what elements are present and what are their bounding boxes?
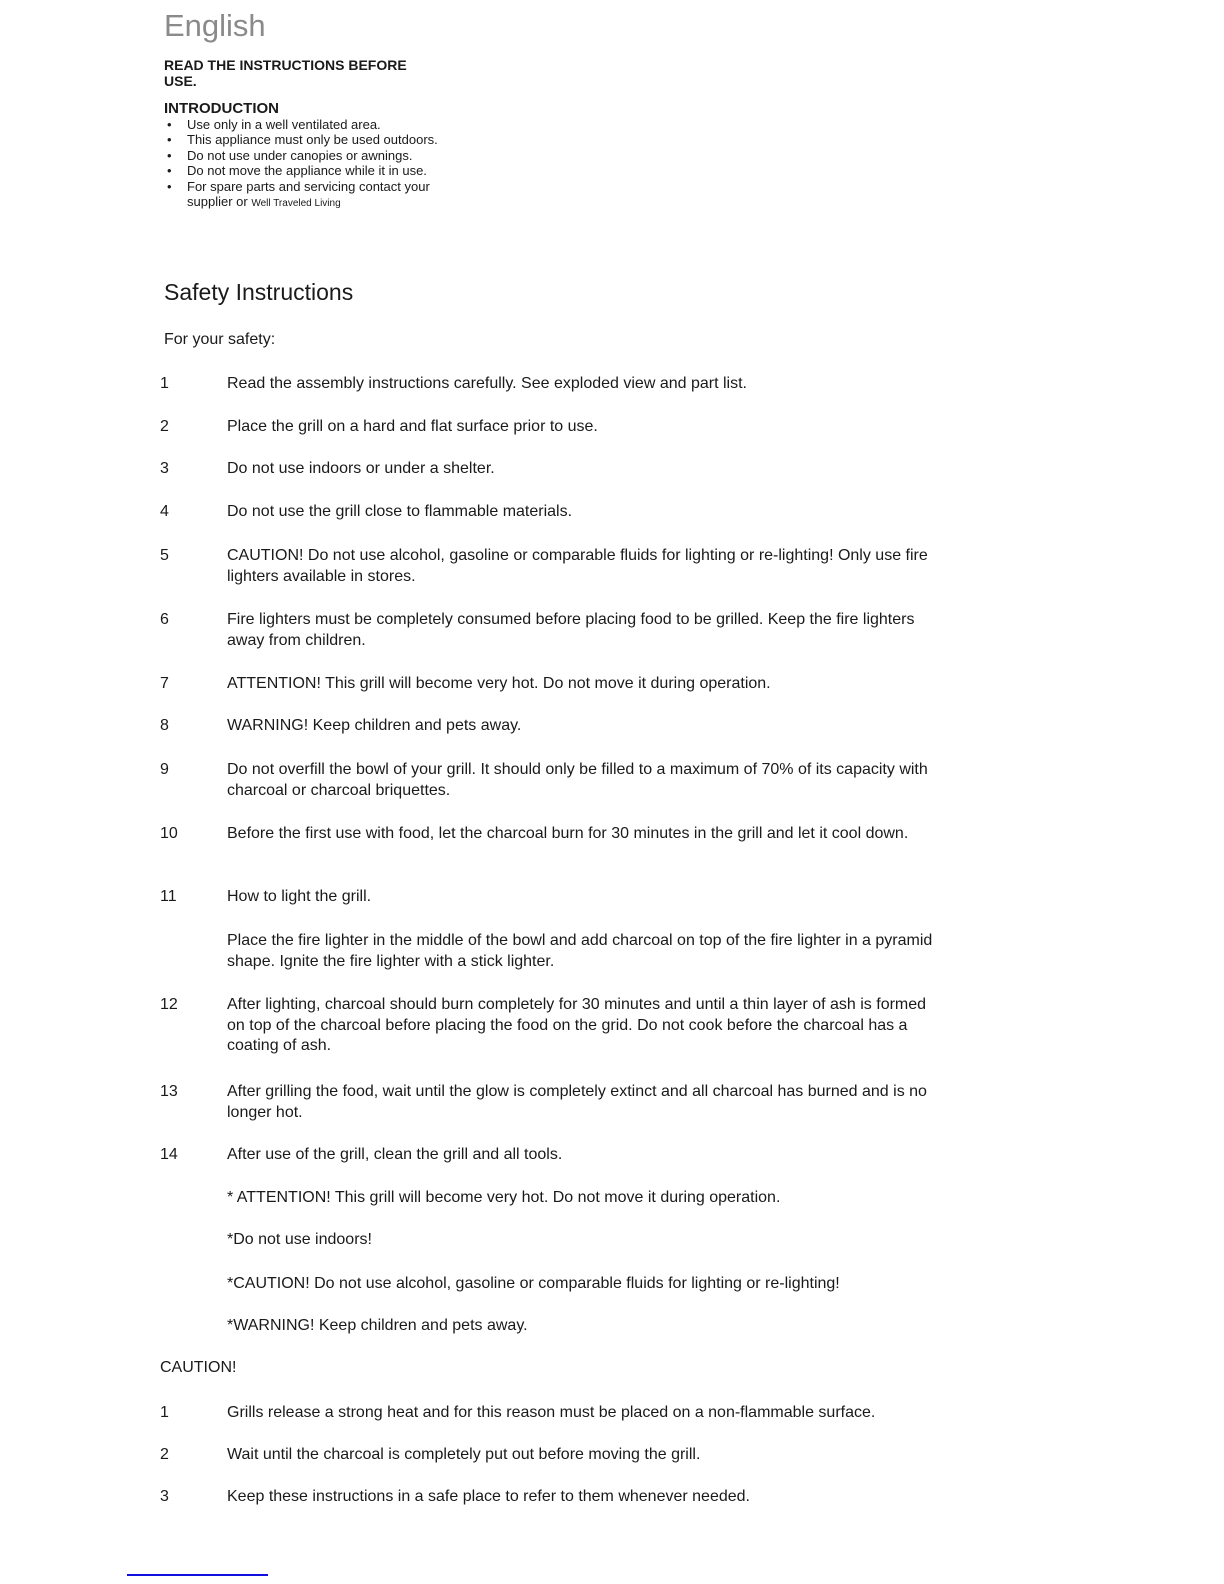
list-item [160, 760, 940, 801]
safety-note: *WARNING! Keep children and pets away. [227, 1317, 528, 1334]
list-item [160, 610, 940, 651]
list-item [160, 1145, 940, 1166]
safety-note: *CAUTION! Do not use alcohol, gasoline or comparable fluids for lighting or re-lighting! [227, 1275, 840, 1292]
safety-note: *Do not use indoors! [227, 1231, 372, 1248]
item-number: 9 [160, 761, 169, 778]
bullet-text: This appliance must only be used outdoors. [187, 132, 438, 148]
intro-bullet [164, 117, 464, 132]
item-number: 14 [160, 1146, 178, 1163]
item-number: 10 [160, 825, 178, 842]
item-number: 2 [160, 1446, 169, 1463]
item-text: How to light the grill. [227, 888, 372, 905]
list-item [160, 417, 940, 438]
footer-rule [127, 1574, 268, 1576]
safety-note: * ATTENTION! This grill will become very hot. Do not move it during operation. [227, 1189, 781, 1206]
safety-intro: For your safety: [164, 331, 276, 348]
item-number: 5 [160, 547, 169, 564]
bullet-text: Do not use under canopies or awnings. [187, 147, 413, 163]
item-text: After lighting, charcoal should burn completely for 30 minutes and until a thin layer of ash is formed on top of the charcoal before placing the food on the grid. Do not cook before the charcoal has a coating of ash. [227, 996, 927, 1054]
item-text: Wait until the charcoal is completely put out before moving the grill. [227, 1446, 701, 1463]
item-number: 1 [160, 375, 169, 392]
safety-heading: Safety Instructions [164, 279, 354, 305]
item-number: 6 [160, 611, 169, 628]
bullet-text: Do not move the appliance while it in use. [187, 163, 427, 179]
list-item [160, 374, 940, 395]
item-number: 8 [160, 717, 169, 734]
intro-bullet [164, 148, 464, 163]
list-item [160, 459, 940, 480]
list-item [160, 674, 940, 695]
item-number: 4 [160, 503, 169, 520]
bullet-text: For spare parts and servicing contact your supplier or [187, 178, 430, 210]
introduction-heading: INTRODUCTION [164, 100, 279, 117]
item-number: 12 [160, 996, 178, 1013]
intro-bullet [164, 163, 464, 178]
list-item [160, 931, 940, 972]
item-text: After grilling the food, wait until the glow is completely extinct and all charcoal has burned and is no longer hot. [227, 1083, 927, 1121]
list-item [160, 1445, 940, 1466]
item-text: Do not use the grill close to flammable materials. [227, 503, 573, 520]
brand-name: Well Traveled Living [251, 198, 341, 210]
item-number: 11 [160, 888, 177, 905]
item-text: Read the assembly instructions carefully. See exploded view and part list. [227, 375, 747, 392]
list-item [160, 546, 940, 587]
item-text: ATTENTION! This grill will become very hot. Do not move it during operation. [227, 675, 771, 692]
item-text: CAUTION! Do not use alcohol, gasoline or comparable fluids for lighting or re-lighting! Only use fire lighters available in stores. [227, 547, 928, 585]
item-text: Place the fire lighter in the middle of the bowl and add charcoal on top of the fire lighter in a pyramid shape. Ignite the fire lighter with a stick lighter. [227, 932, 933, 970]
intro-bullet [164, 132, 464, 147]
list-item [160, 716, 940, 737]
list-item [160, 824, 940, 845]
item-number: 3 [160, 460, 169, 477]
list-item [160, 887, 940, 908]
item-number: 2 [160, 418, 169, 435]
item-number: 7 [160, 675, 169, 692]
item-text: Before the first use with food, let the charcoal burn for 30 minutes in the grill and let it cool down. [227, 825, 909, 842]
read-notice: READ THE INSTRUCTIONS BEFORE USE. [164, 57, 407, 89]
list-item [160, 995, 940, 1057]
item-text: Grills release a strong heat and for this reason must be placed on a non-flammable surface. [227, 1404, 876, 1421]
introduction-list [164, 117, 464, 211]
item-text: After use of the grill, clean the grill and all tools. [227, 1146, 563, 1163]
item-text: Fire lighters must be completely consumed before placing food to be grilled. Keep the fire lighters away from children. [227, 611, 915, 649]
language-heading: English [164, 8, 266, 43]
list-item [160, 1403, 940, 1424]
item-text: Do not use indoors or under a shelter. [227, 460, 495, 477]
list-item [160, 502, 940, 523]
item-number: 3 [160, 1488, 169, 1505]
item-text: Place the grill on a hard and flat surface prior to use. [227, 418, 598, 435]
item-text: WARNING! Keep children and pets away. [227, 717, 522, 734]
item-number: 13 [160, 1083, 178, 1100]
bullet-text: Use only in a well ventilated area. [187, 117, 381, 132]
item-text: Keep these instructions in a safe place to refer to them whenever needed. [227, 1488, 750, 1505]
caution-heading: CAUTION! [160, 1359, 237, 1376]
item-number: 1 [160, 1404, 169, 1421]
list-item [160, 1487, 940, 1508]
item-text: Do not overfill the bowl of your grill. It should only be filled to a maximum of 70% of its capacity with charcoal or charcoal briquettes. [227, 761, 928, 799]
list-item [160, 1082, 940, 1123]
intro-bullet [164, 179, 464, 212]
